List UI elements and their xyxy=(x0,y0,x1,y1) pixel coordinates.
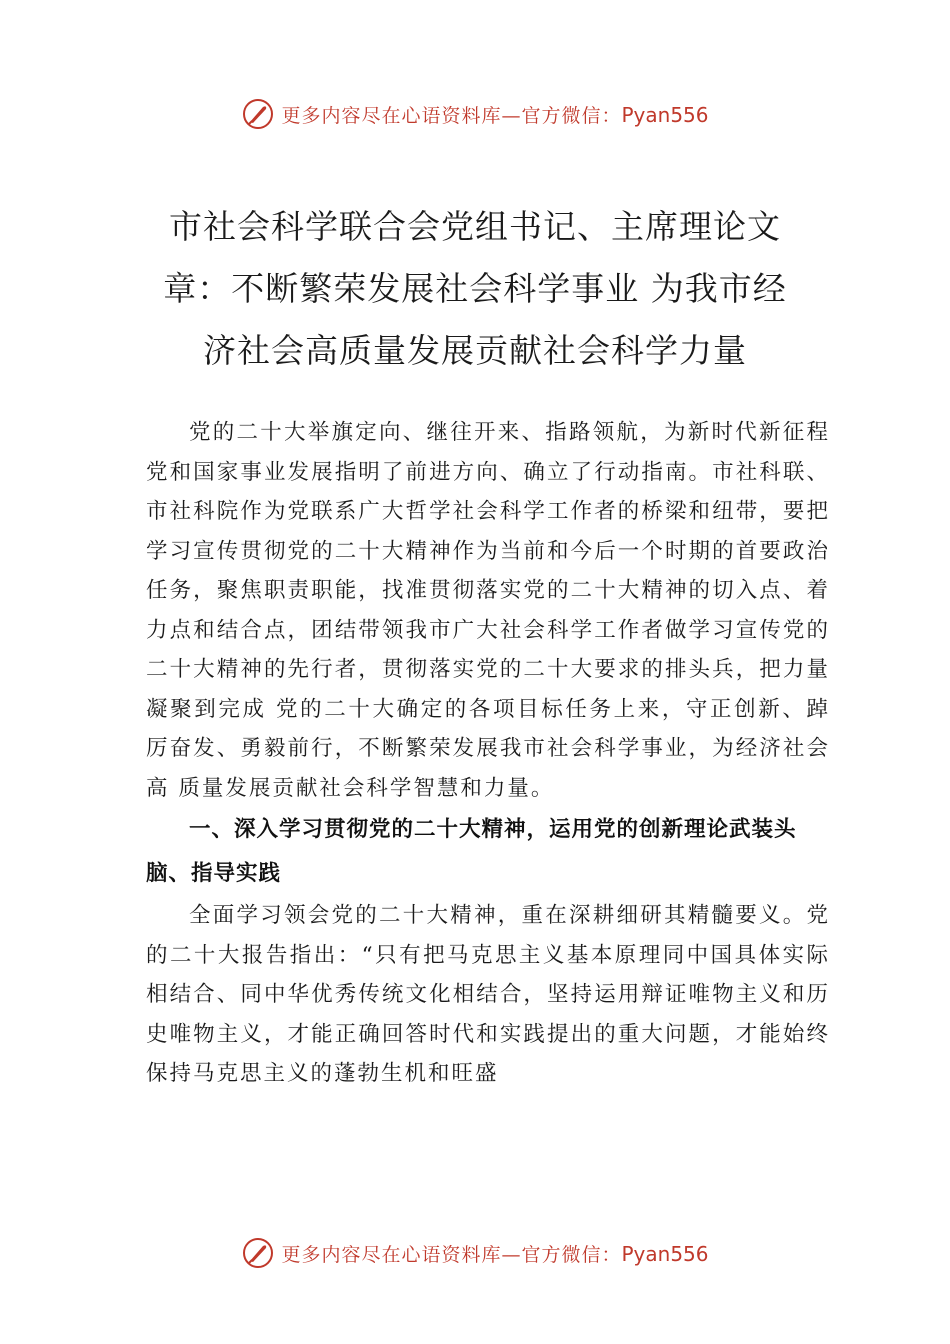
watermark-account: Pyan556 xyxy=(621,102,709,127)
paragraph-intro: 党的二十大举旗定向、继往开来、指路领航，为新时代新征程党和国家事业发展指明了前进方向、确立了行动指南。市社科联、市社科院作为党联系广大哲学社会科学工作者的桥梁和纽带，要把学习宣传贯彻党的二十大精神作为当前和今后一个时期的首要政治任务，聚焦职责职能，找准贯彻落实党的二十大精神的切入点、着力点和结合点，团结带领我市广大社会科学工作者做学习宣传党的二十大精神的先行者，贯彻落实党的二十大要求的排头兵，把力量凝聚到完成 党的二十大确定的各项目标任务上来，守正创新、踔厉奋发、勇毅前行，不断繁荣发展我市社会科学事业，为经济社会高 质量发展贡献社会科学智慧和力量。 xyxy=(146,420,830,801)
watermark-account: Pyan556 xyxy=(621,1241,709,1266)
watermark-separator: — xyxy=(501,104,522,127)
header-watermark xyxy=(0,94,950,134)
watermark-label: 官方微信： xyxy=(521,1243,622,1266)
watermark-brand: 更多内容尽在心语资料库 xyxy=(281,104,502,127)
section-heading-1: 一、深入学习贯彻党的二十大精神，运用党的创新理论武装头脑、指导实践 xyxy=(146,817,797,886)
watermark-label: 官方微信： xyxy=(521,104,622,127)
paragraph-section-1: 全面学习领会党的二十大精神，重在深耕细研其精髓要义。党的二十大报告指出：“只有把马克思主义基本原理同中国具体实际相结合、同中华优秀传统文化相结合，坚持运用辩证唯物主义和历史唯物主义，才能正确回答时代和实践提出的重大问题，才能始终保持马克思主义的蓬勃生机和旺盛 xyxy=(146,903,830,1086)
quill-pen-logo-icon xyxy=(241,97,275,131)
document-title: 市社会科学联合会党组书记、主席理论文章：不断繁荣发展社会科学事业 为我市经济社会高质量发展贡献社会科学力量 xyxy=(163,207,787,370)
watermark-text xyxy=(281,1240,708,1267)
quill-pen-logo-icon xyxy=(241,1236,275,1270)
watermark-text xyxy=(281,101,708,128)
footer-watermark xyxy=(0,1233,950,1273)
watermark-separator: — xyxy=(501,1243,522,1266)
document-body xyxy=(146,413,830,1094)
watermark-brand: 更多内容尽在心语资料库 xyxy=(281,1243,502,1266)
